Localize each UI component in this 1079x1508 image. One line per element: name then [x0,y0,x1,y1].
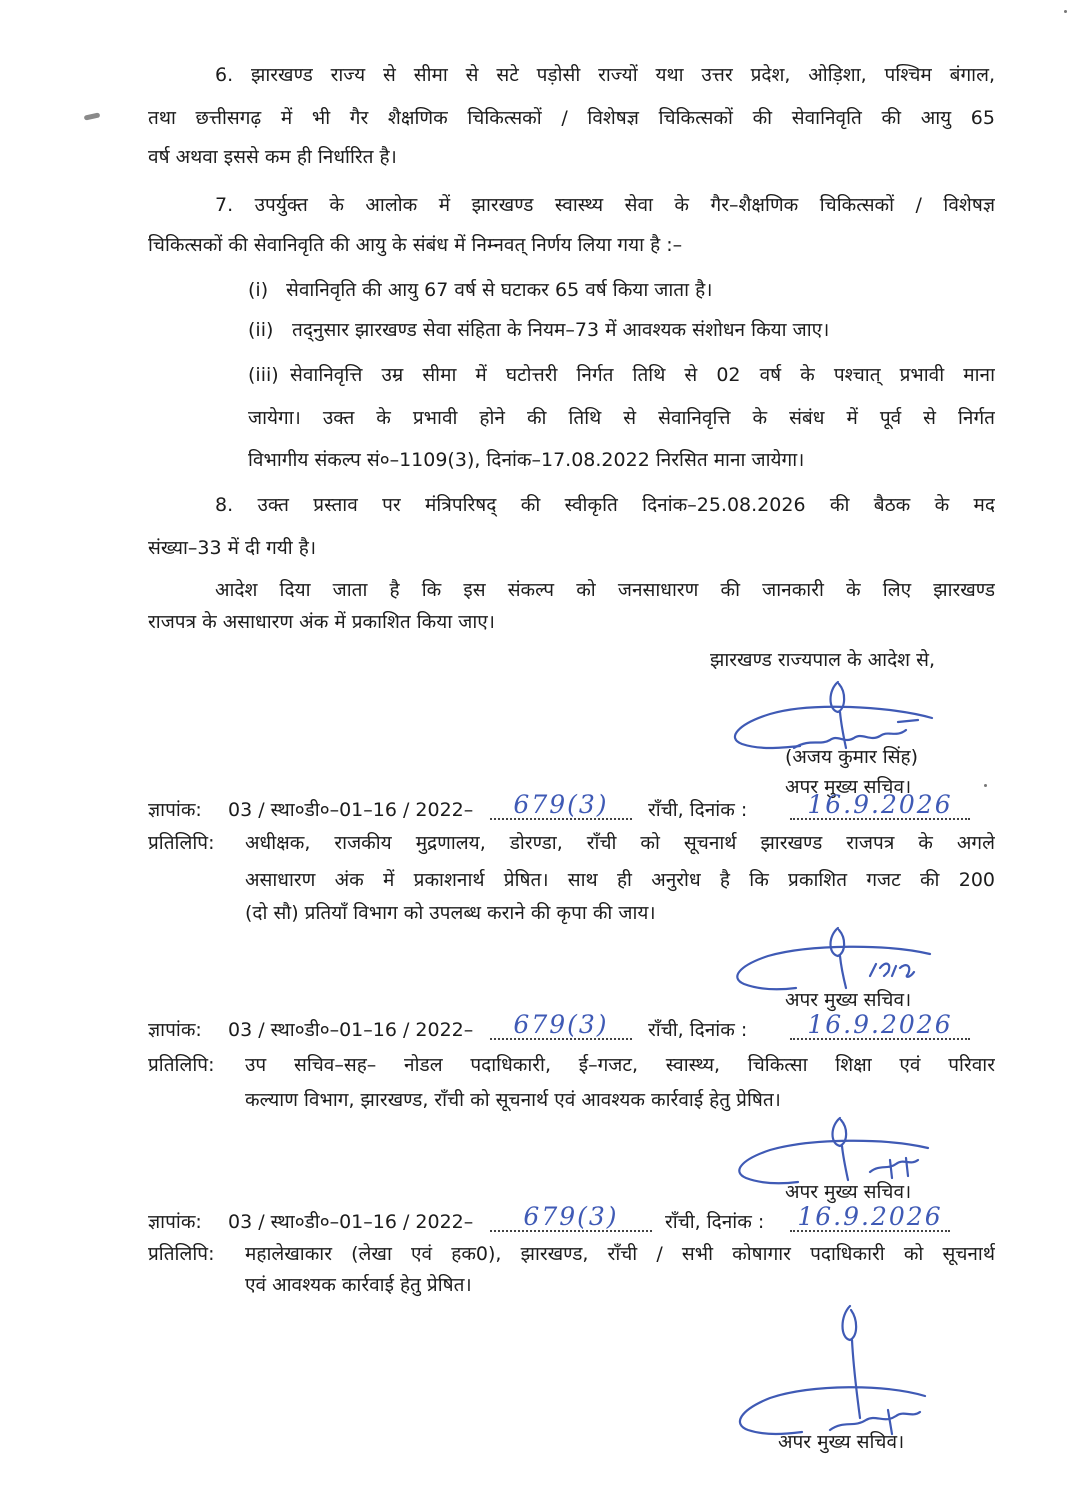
copy-line: अधीक्षक, राजकीय मुद्रणालय, डोरण्डा, राँची को सूचनार्थ झारखण्ड राजपत्र के अगले [245,832,995,854]
para8-line: संख्या–33 में दी गयी है। [148,537,317,559]
scan-speck [1064,10,1067,13]
item-text: सेवानिवृति की आयु 67 वर्ष से घटाकर 65 वर्ष किया जाता है। [286,279,713,301]
para6-line: 6. झारखण्ड राज्य से सीमा से सटे पड़ोसी राज्यों यथा उत्तर प्रदेश, ओड़िशा, पश्चिम बंगाल, [215,64,995,86]
memo-label: ज्ञापांक: [148,1211,202,1233]
para7-line: चिकित्सकों की सेवानिवृति की आयु के संबंध में निम्नवत् निर्णय लिया गया है :– [148,234,683,256]
punch-mark [84,112,101,120]
signature-stroke [843,1306,861,1418]
memo-designation: अपर मुख्य सचिव। [785,1181,912,1203]
order-line: राजपत्र के असाधारण अंक में प्रकाशित किया जाए। [148,611,495,633]
copy-line: महालेखाकार (लेखा एवं हक0), झारखण्ड, राँची / सभी कोषागार पदाधिकारी को सूचनार्थ [245,1243,995,1265]
memo-label: ज्ञापांक: [148,799,202,821]
signatory-designation: अपर मुख्य सचिव। [785,776,912,798]
copy-line: कल्याण विभाग, झारखण्ड, राँची को सूचनार्थ एवं आवश्यक कार्रवाई हेतु प्रेषित। [245,1089,781,1111]
para8-line: 8. उक्त प्रस्ताव पर मंत्रिपरिषद् की स्वीकृति दिनांक–25.08.2026 की बैठक के मद [215,494,995,516]
memo-designation: अपर मुख्य सचिव। [785,989,912,1011]
memo-label: ज्ञापांक: [148,1019,202,1041]
para6-line: तथा छत्तीसगढ़ में भी गैर शैक्षणिक चिकित्सकों / विशेषज्ञ चिकित्सकों की सेवानिवृति की आयु 65 [148,107,995,129]
item-text: तद्नुसार झारखण्ड सेवा संहिता के नियम–73 में आवश्यक संशोधन किया जाए। [292,319,830,341]
item-text: सेवानिवृत्ति उम्र सीमा में घटोत्तरी निर्गत तिथि से 02 वर्ष के पश्चात् प्रभावी माना [290,364,995,386]
item-number: (ii) [248,319,274,341]
copy-line: (दो सौ) प्रतियाँ विभाग को उपलब्ध कराने की कृपा की जाय। [245,902,656,924]
memo-number: 679(3) [490,1204,652,1232]
memo-date: 16.9.2026 [790,792,970,820]
copy-line: असाधारण अंक में प्रकाशनार्थ प्रेषित। साथ ही अनुरोध है कि प्रकाशित गजट की 200 [245,869,995,891]
copy-label: प्रतिलिपि: [148,1054,215,1076]
authority-line: झारखण्ड राज्यपाल के आदेश से, [710,649,936,671]
copy-line: उप सचिव–सह– नोडल पदाधिकारी, ई–गजट, स्वास्थ्य, चिकित्सा शिक्षा एवं परिवार [245,1054,995,1076]
signature-stroke [833,1118,849,1180]
signatory-name: (अजय कुमार सिंह) [785,746,919,768]
signature-stroke [831,928,847,988]
item-text: जायेगा। उक्त के प्रभावी होने की तिथि से सेवानिवृत्ति के संबंध में पूर्व से निर्गत [248,407,995,429]
memo-ref: 03 / स्था०डी०–01–16 / 2022– [228,799,474,821]
item-number: (iii) [248,364,279,386]
memo-ref: 03 / स्था०डी०–01–16 / 2022– [228,1019,474,1041]
copy-label: प्रतिलिपि: [148,1243,215,1265]
memo-date: 16.9.2026 [790,1204,950,1232]
para7-line: 7. उपर्युक्त के आलोक में झारखण्ड स्वास्थ्य सेवा के गैर–शैक्षणिक चिकित्सकों / विशेषज्ञ [215,194,995,216]
memo-date: 16.9.2026 [790,1012,970,1040]
memo-ref: 03 / स्था०डी०–01–16 / 2022– [228,1211,474,1233]
copy-line: एवं आवश्यक कार्रवाई हेतु प्रेषित। [245,1274,472,1296]
item-text: विभागीय संकल्प सं०–1109(3), दिनांक–17.08.2022 निरसित माना जायेगा। [248,449,805,471]
signature-stroke [870,964,914,977]
para6-line: वर्ष अथवा इससे कम ही निर्धारित है। [148,146,397,168]
memo-number: 679(3) [490,792,632,820]
memo-place-date-label: राँची, दिनांक : [648,1019,748,1041]
item-number: (i) [248,279,269,301]
memo-designation: अपर मुख्य सचिव। [778,1431,905,1453]
order-line: आदेश दिया जाता है कि इस संकल्प को जनसाधारण की जानकारी के लिए झारखण्ड [215,579,995,601]
memo-place-date-label: राँची, दिनांक : [648,799,748,821]
memo-place-date-label: राँची, दिनांक : [665,1211,765,1233]
memo-number: 679(3) [490,1012,632,1040]
copy-label: प्रतिलिपि: [148,832,215,854]
